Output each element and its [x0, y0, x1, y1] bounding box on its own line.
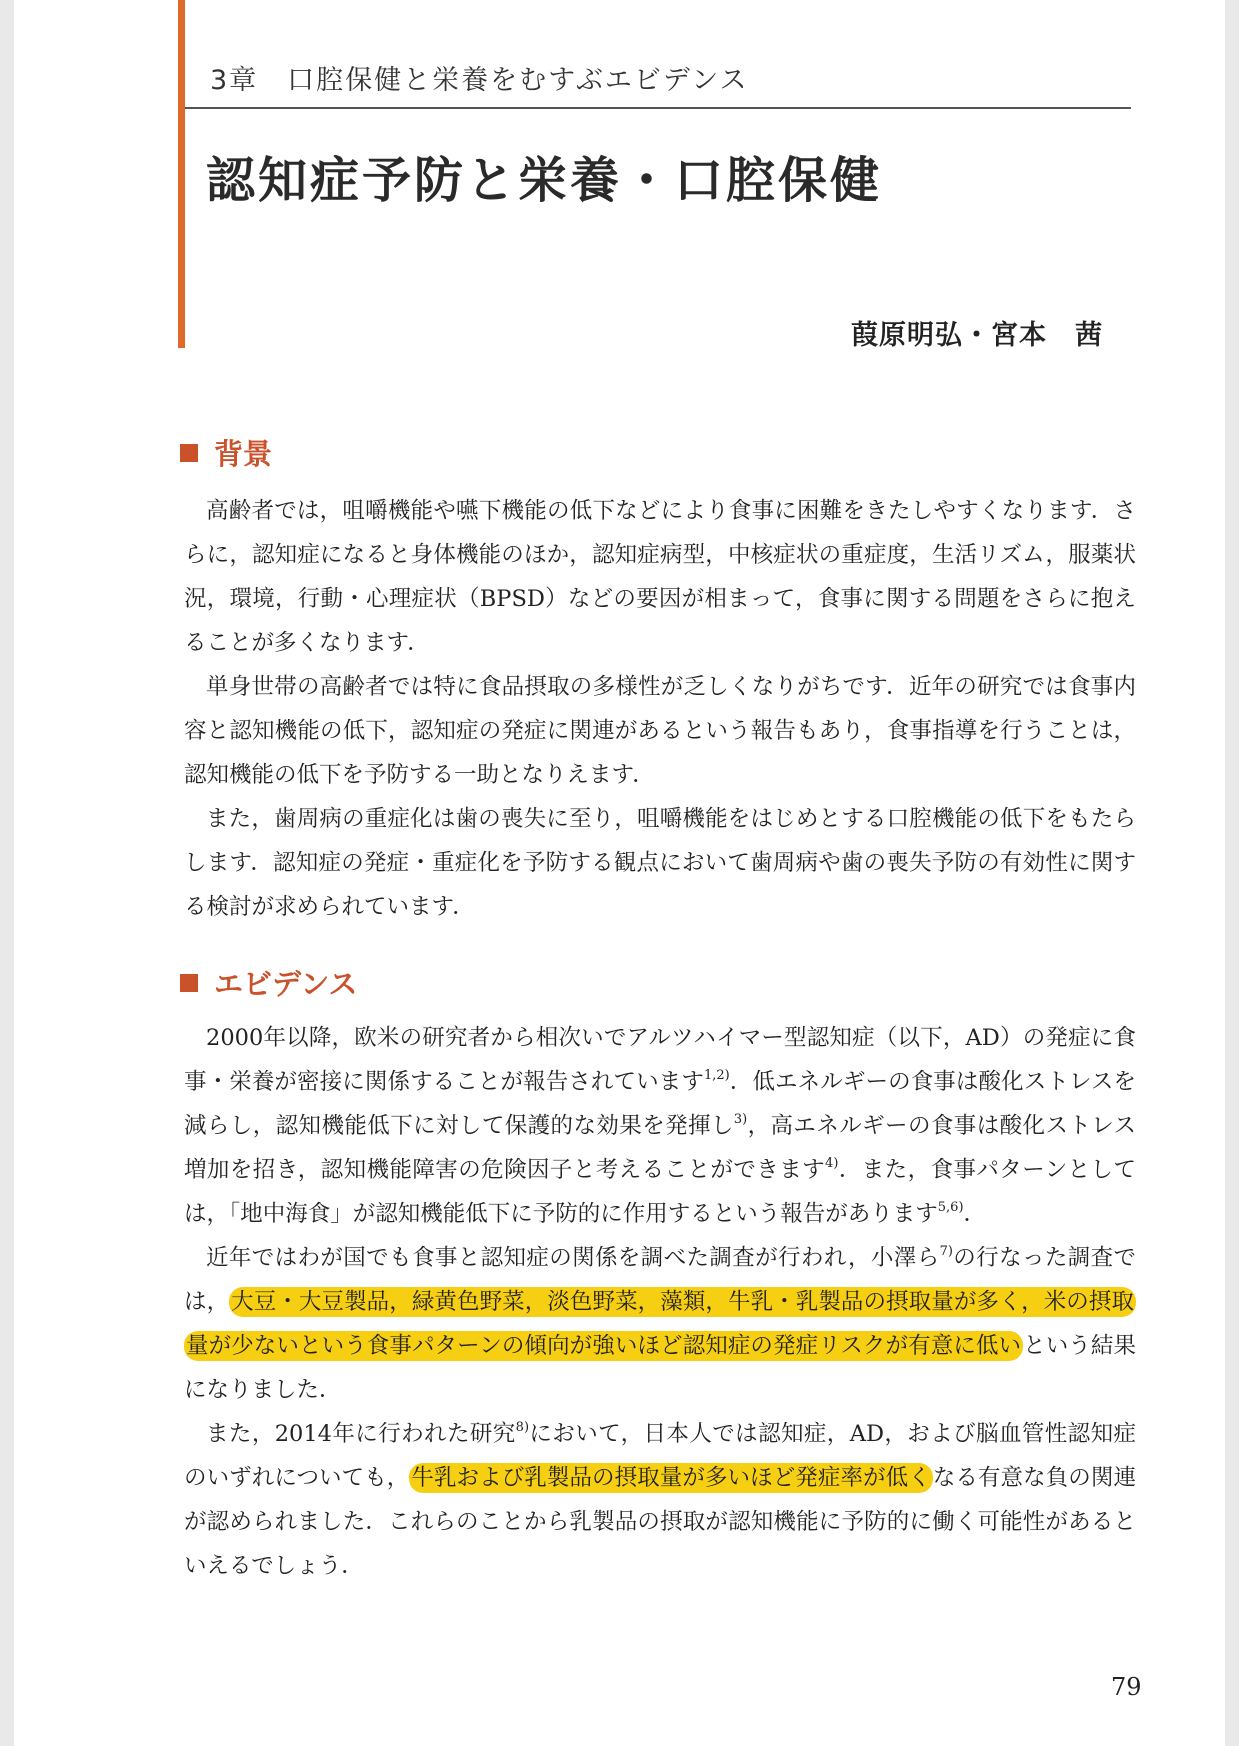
paragraph: 高齢者では，咀嚼機能や嚥下機能の低下などにより食事に困難をきたしやすくなります．さらに，認知症になると身体機能のほか，認知症病型，中核症状の重症度，生活リズム，服薬状況，環境，行動・心理症状（BPSD）などの要因が相まって，食事に関する問題をさらに抱えることが多くなります． [184, 498, 1136, 656]
page-number: 79 [1111, 1673, 1142, 1701]
paragraph [184, 1236, 1136, 1412]
paragraph: 単身世帯の高齢者では特に食品摂取の多様性が乏しくなりがちです．近年の研究では食事内容と認知機能の低下，認知症の発症に関連があるという報告もあり，食事指導を行うことは，認知機能の低下を予防する一助となりえます． [184, 674, 1136, 788]
evidence-section-body [184, 1016, 1136, 1588]
square-bullet-icon [180, 974, 198, 992]
reference-marker: 4) [825, 1156, 839, 1171]
reference-marker: 8) [515, 1420, 530, 1435]
paragraph: また，歯周病の重症化は歯の喪失に至り，咀嚼機能をはじめとする口腔機能の低下をもたらします．認知症の発症・重症化を予防する観点において歯周病や歯の喪失予防の有効性に関する検討が求められています． [184, 806, 1136, 920]
section-heading-background [180, 432, 272, 473]
reference-marker: 1,2) [703, 1068, 730, 1083]
text-run: また，2014年に行われた研究 [206, 1421, 516, 1447]
text-run: の行なった調査では， [184, 1245, 1136, 1315]
section-heading-label: 背景 [214, 437, 273, 471]
text-run: ． [963, 1201, 987, 1227]
paragraph [184, 1016, 1136, 1236]
highlighted-text: 大豆・大豆製品，緑黄色野菜，淡色野菜，藻類，牛乳・乳製品の摂取量が多く，米の摂取量が少ないという食事パターンの傾向が強いほど認知症の発症リスクが有意に低い [186, 1289, 1134, 1359]
chapter-accent-bar [178, 0, 185, 348]
section-heading-label: エビデンス [214, 967, 358, 1001]
paragraph [184, 1412, 1136, 1588]
authors: 葭原明弘・宮本 茜 [851, 320, 1103, 351]
text-run: 2000年以降，欧米の研究者から相次いでアルツハイマー型認知症（以下，AD）の発症に食事・栄養が密接に関係することが報告されています [184, 1025, 1136, 1095]
text-run: ．低エネルギーの食事は酸化ストレスを減らし，認知機能低下に対して保護的な効果を発揮し [184, 1069, 1136, 1139]
reference-marker: 5,6) [937, 1200, 964, 1215]
text-run: という結果になりました． [184, 1333, 1136, 1403]
text-run: において，日本人では認知症，AD，および脳血管性認知症のいずれについても， [184, 1421, 1136, 1491]
background-section-body [184, 489, 1136, 929]
reference-marker: 7) [939, 1244, 953, 1259]
square-bullet-icon [180, 444, 198, 462]
text-run: ．また，食事パターンとしては，「地中海食」が認知機能低下に予防的に作用するという報告があります [184, 1157, 1136, 1227]
section-heading-evidence [180, 962, 358, 1003]
chapter-heading: 3章 口腔保健と栄養をむすぶエビデンス [210, 65, 749, 96]
page-title: 認知症予防と栄養・口腔保健 [206, 152, 883, 209]
text-run: ，高エネルギーの食事は酸化ストレス増加を招き，認知機能障害の危険因子と考えることができます [184, 1113, 1136, 1183]
reference-marker: 3) [733, 1112, 748, 1127]
text-run: なる有意な負の関連が認められました．これらのことから乳製品の摂取が認知機能に予防的に働く可能性があるといえるでしょう． [184, 1465, 1136, 1579]
chapter-divider [185, 107, 1131, 109]
text-run: 近年ではわが国でも食事と認知症の関係を調べた調査が行われ，小澤ら [206, 1245, 940, 1271]
highlighted-text: 牛乳および乳製品の摂取量が多いほど発症率が低く [411, 1465, 931, 1491]
book-page [14, 0, 1225, 1746]
